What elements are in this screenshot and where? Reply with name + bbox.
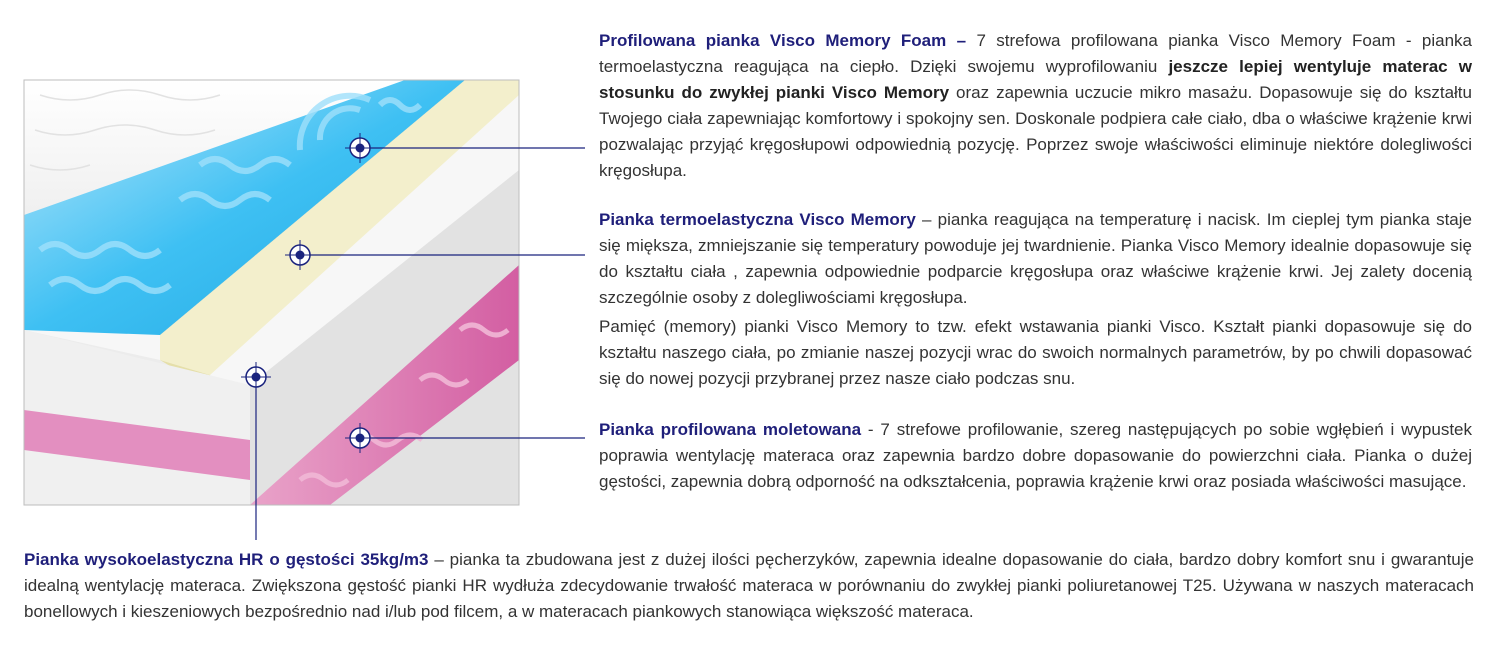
thermoelastic-title: Pianka termoelastyczna Visco Memory bbox=[599, 210, 916, 229]
moletowana-description: Pianka profilowana moletowana - 7 strefowe profilowanie, szereg następujących po sobie wgłębień i wypustek poprawia wentylację materaca oraz zapewnia bardzo dobre dopasowanie do powierzchni ciała. Pianka o dużej gęstości, zapewnia dobrą odporność na odkształcenia, poprawia krążenie krwi oraz posiada właściwości masujące. bbox=[599, 420, 1473, 491]
hr-foam-title: Pianka wysokoelastyczna HR o gęstości 35kg/m3 bbox=[24, 550, 429, 569]
visco-foam-description: Profilowana pianka Visco Memory Foam – 7 strefowa profilowana pianka Visco Memory Foam - pianka termoelastyczna reagująca na ciepło. Dzięki swojemu wyprofilowaniu jeszcze lepiej wentyluje materac w stosunku do zwykłej pianki Visco Memory oraz zapewnia uczucie mikro masażu. Dopasowuje się do kształtu Twojego ciała zapewniając komfortowy i spokojny sen. Doskonale podpiera całe ciało, dba o właściwe krążenie krwi pozwalając przyjąć kręgosłupowi odpowiednią pozycję. Poprzez swoje właściwości eliminuje niektóre dolegliwości kręgosłupa. bbox=[599, 31, 1472, 180]
thermoelastic-description: Pianka termoelastyczna Visco Memory – pianka reagująca na temperaturę i nacisk. Im cieplej tym pianka staje się miększa, zmniejszanie się temperatury powoduje jej twardnienie. Pianka Visco Memory idealnie dopasowuje się do kształtu ciała , zapewnia odpowiednie podparcie kręgosłupa oraz właściwe krążenie krwi. Jej zalety docenią szczególnie osoby z dolegliwościami kręgosłupa. bbox=[599, 210, 1472, 307]
visco-foam-title: Profilowana pianka Visco Memory Foam – bbox=[599, 31, 967, 50]
hr-foam-description: Pianka wysokoelastyczna HR o gęstości 35kg/m3 – pianka ta zbudowana jest z dużej ilości pęcherzyków, zapewnia idealne dopasowanie do ciała, bardzo dobry komfort snu i gwarantuje idealną wentylację materaca. Zwiększona gęstość pianki HR wydłuża zdecydowanie trwałość materaca w porównaniu do zwykłej pianki poliuretanowej T25. Używana w naszych materacach bonellowych i kieszeniowych bezpośrednio nad i/lub pod filcem, a w materacach piankowych stanowiąca większość materaca. bbox=[24, 550, 1474, 621]
moletowana-title: Pianka profilowana moletowana bbox=[599, 420, 862, 439]
visco-foam-highlight: jeszcze lepiej wentyluje materac w stosunku do zwykłej pianki Visco Memory bbox=[599, 57, 1472, 102]
memory-effect-description: Pamięć (memory) pianki Visco Memory to tzw. efekt wstawania pianki Visco. Kształt pianki dopasowuje się do kształtu naszego ciała, po zmianie naszej pozycji wrac do swoich normalnych parametrów, by po chwili dopasować się do nowej pozycji przybranej przez nasze ciało podczas snu. bbox=[599, 317, 1472, 388]
